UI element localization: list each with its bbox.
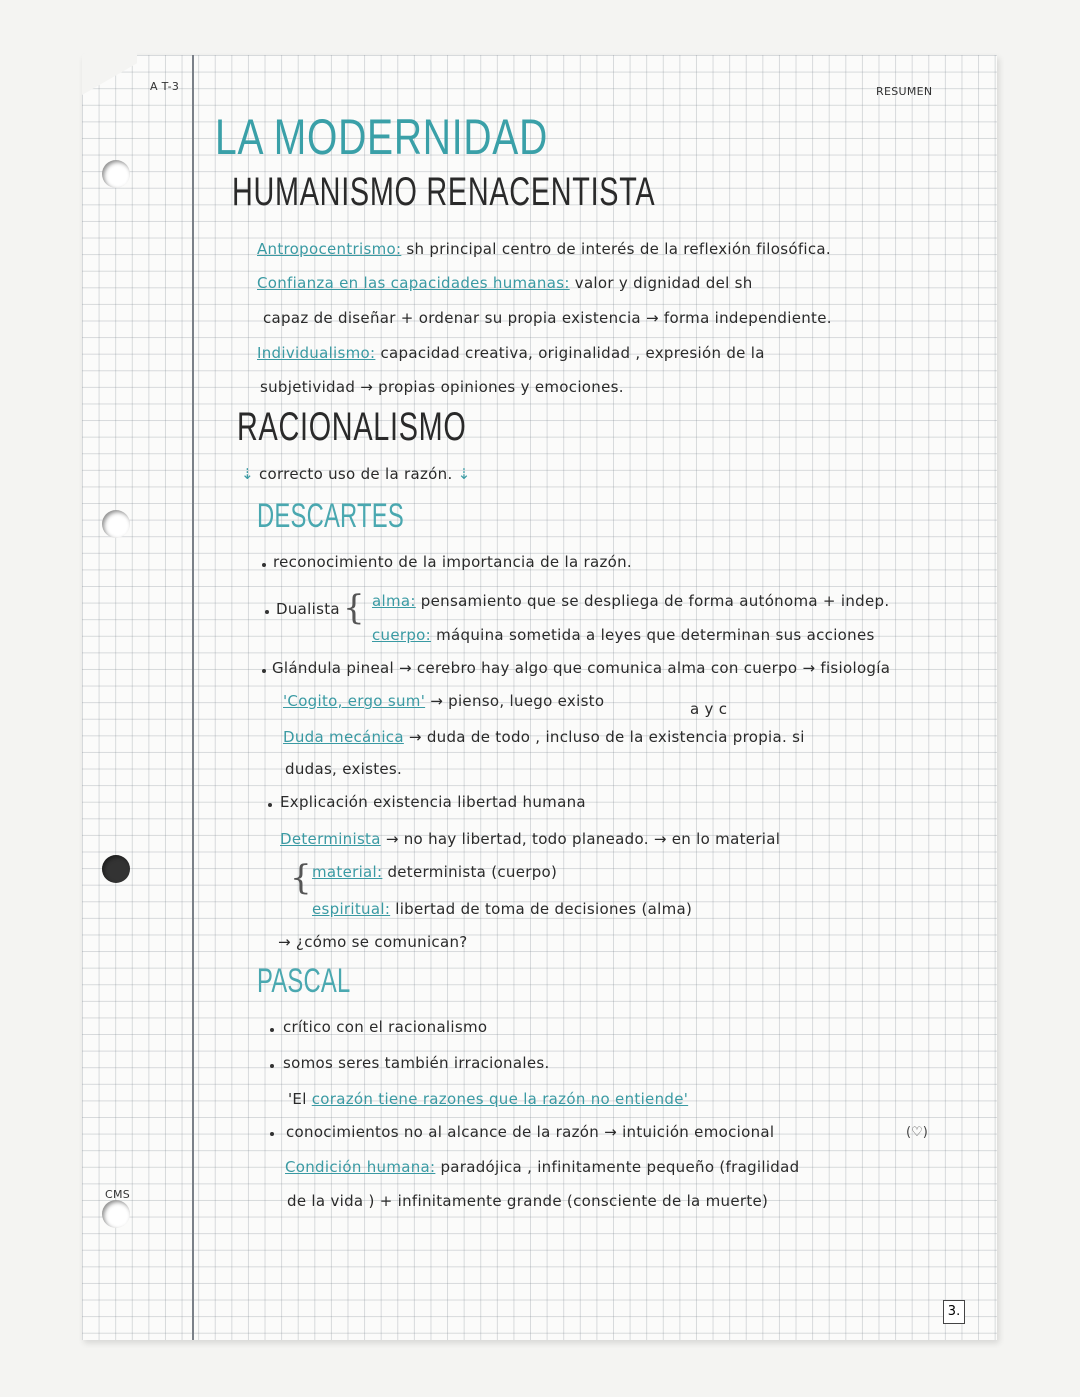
note-text: correcto uso de la razón. xyxy=(258,465,453,483)
bullet xyxy=(268,803,272,807)
binder-hole xyxy=(102,1200,130,1228)
note-line: subjetividad → propias opiniones y emociones. xyxy=(260,378,624,396)
note-text: máquina sometida a leyes que determinan sus acciones xyxy=(436,626,875,644)
term: Antropocentrismo: xyxy=(257,240,402,258)
brace-icon: { xyxy=(343,588,365,628)
note-line: dudas, existes. xyxy=(285,760,403,778)
note-line xyxy=(372,592,889,610)
note-line: → ¿cómo se comunican? xyxy=(278,933,468,951)
section-heading-descartes: DESCARTES xyxy=(257,497,404,535)
note-line xyxy=(372,626,875,644)
margin-note: CMS xyxy=(105,1188,131,1201)
note-line xyxy=(285,1158,799,1176)
note-text: → no hay libertad, todo planeado. → en lo material xyxy=(385,830,781,848)
note-line xyxy=(241,465,470,483)
note-line: crítico con el racionalismo xyxy=(283,1018,488,1036)
note-line: reconocimiento de la importancia de la razón. xyxy=(273,553,633,571)
binder-hole xyxy=(102,855,130,883)
binder-hole xyxy=(102,160,130,188)
bullet xyxy=(265,610,269,614)
note-text: libertad de toma de decisiones (alma) xyxy=(395,900,693,918)
term: Determinista xyxy=(280,830,381,848)
note-text: sh principal centro de interés de la reflexión filosófica. xyxy=(406,240,831,258)
corner-label: A T-3 xyxy=(150,80,180,93)
note-line xyxy=(280,830,780,848)
page-corner xyxy=(82,23,137,95)
note-text: pensamiento que se despliega de forma autónoma + indep. xyxy=(420,592,890,610)
arrow-down-icon: ⇣ xyxy=(241,465,254,483)
page-number: 3. xyxy=(943,1300,965,1324)
margin-line xyxy=(192,55,194,1340)
note-line xyxy=(312,900,692,918)
page-title: LA MODERNIDAD xyxy=(215,109,549,165)
term: cuerpo: xyxy=(372,626,432,644)
binder-hole xyxy=(102,510,130,538)
note-text: → pienso, luego existo xyxy=(430,692,605,710)
note-line: somos seres también irracionales. xyxy=(283,1054,550,1072)
note-line: capaz de diseñar + ordenar su propia existencia → forma independiente. xyxy=(263,309,832,327)
term: 'Cogito, ergo sum' xyxy=(283,692,426,710)
term: alma: xyxy=(372,592,416,610)
section-heading-humanismo: HUMANISMO RENACENTISTA xyxy=(232,170,656,214)
note-line: de la vida ) + infinitamente grande (consciente de la muerte) xyxy=(287,1192,769,1210)
arrow-down-icon: ⇣ xyxy=(457,465,471,483)
note-line xyxy=(288,1090,688,1108)
note-text: 'El xyxy=(288,1090,307,1108)
bullet xyxy=(262,563,266,567)
note-line xyxy=(257,240,831,258)
note-text: determinista (cuerpo) xyxy=(387,863,558,881)
brace-icon: { xyxy=(290,858,312,898)
term: Confianza en las capacidades humanas: xyxy=(257,274,570,292)
quote: corazón tiene razones que la razón no entiende' xyxy=(311,1090,689,1108)
note-line xyxy=(283,692,604,710)
note-text: → duda de todo , incluso de la existencia propia. si xyxy=(408,728,805,746)
term: Duda mecánica xyxy=(283,728,404,746)
note-line: Explicación existencia libertad humana xyxy=(280,793,586,811)
note-text: valor y dignidad del sh xyxy=(574,274,753,292)
bullet xyxy=(270,1132,274,1136)
note-line xyxy=(257,344,765,362)
bullet xyxy=(270,1028,274,1032)
note-line: Glándula pineal → cerebro hay algo que comunica alma con cuerpo → fisiología xyxy=(272,659,891,677)
term: Individualismo: xyxy=(257,344,376,362)
note-line xyxy=(312,863,557,881)
bullet xyxy=(262,669,266,673)
section-heading-racionalismo: RACIONALISMO xyxy=(237,405,467,449)
heart-icon: (♡) xyxy=(906,1125,928,1140)
term: espiritual: xyxy=(312,900,391,918)
note-line: Dualista xyxy=(276,600,340,618)
note-line: conocimientos no al alcance de la razón → intuición emocional xyxy=(286,1123,775,1141)
term: material: xyxy=(312,863,383,881)
section-heading-pascal: PASCAL xyxy=(257,962,351,1000)
bullet xyxy=(270,1064,274,1068)
summary-label: RESUMEN xyxy=(876,85,933,98)
note-line xyxy=(257,274,753,292)
note-text: capacidad creativa, originalidad , expresión de la xyxy=(380,344,765,362)
note-aside: a y c xyxy=(690,700,728,718)
note-text: paradójica , infinitamente pequeño (fragilidad xyxy=(440,1158,800,1176)
term: Condición humana: xyxy=(285,1158,436,1176)
note-line xyxy=(283,728,805,746)
